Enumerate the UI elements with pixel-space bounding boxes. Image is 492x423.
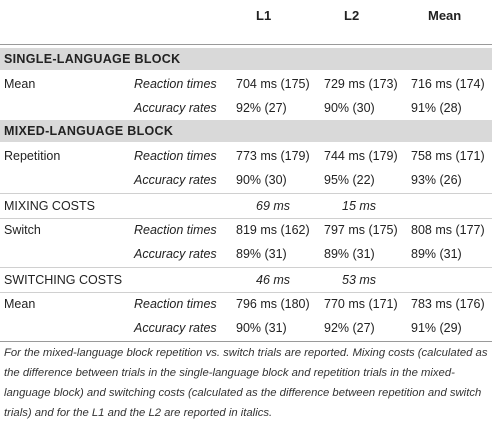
row-label: Mean [4, 77, 36, 91]
section-single-language [0, 48, 492, 70]
section-title: MIXED-LANGUAGE BLOCK [4, 124, 174, 138]
header-mean: Mean [428, 8, 462, 23]
row-label: MIXING COSTS [4, 199, 95, 213]
value-l2: 15 ms [342, 199, 377, 213]
value-l1: 796 ms (180) [236, 297, 310, 311]
value-l2: 90% (30) [324, 101, 375, 115]
value-mean: 91% (29) [411, 321, 462, 335]
table-bottom-rule [0, 341, 492, 342]
metric-label: Accuracy rates [134, 321, 217, 335]
value-l1: 90% (31) [236, 321, 287, 335]
value-l1: 819 ms (162) [236, 223, 310, 237]
value-mean: 716 ms (174) [411, 77, 485, 91]
value-mean: 91% (28) [411, 101, 462, 115]
value-l2: 729 ms (173) [324, 77, 398, 91]
metric-label: Accuracy rates [134, 101, 217, 115]
row-label: SWITCHING COSTS [4, 273, 123, 287]
value-l2: 744 ms (179) [324, 149, 398, 163]
value-l2: 95% (22) [324, 173, 375, 187]
value-l1: 46 ms [256, 273, 291, 287]
header-l1: L1 [256, 8, 272, 23]
value-l2: 770 ms (171) [324, 297, 398, 311]
metric-label: Accuracy rates [134, 173, 217, 187]
value-mean: 808 ms (177) [411, 223, 485, 237]
metric-label: Accuracy rates [134, 247, 217, 261]
header-l2: L2 [344, 8, 360, 23]
value-mean: 89% (31) [411, 247, 462, 261]
value-l1: 92% (27) [236, 101, 287, 115]
value-l2: 797 ms (175) [324, 223, 398, 237]
metric-label: Reaction times [134, 223, 217, 237]
value-mean: 783 ms (176) [411, 297, 485, 311]
row-label: Switch [4, 223, 41, 237]
value-l2: 92% (27) [324, 321, 375, 335]
value-l2: 53 ms [342, 273, 377, 287]
metric-label: Reaction times [134, 77, 217, 91]
section-title: SINGLE-LANGUAGE BLOCK [4, 52, 181, 66]
header-rule [0, 44, 492, 45]
value-l1: 69 ms [256, 199, 291, 213]
table-footnote: For the mixed-language block repetition vs. switch trials are reported. Mixing costs (calculated as the difference between trials in the single-language block and repetition trials in the mixed-language block) and switching costs (calculated as the difference between repetition and switch trials) and for the L1 and the L2 are reported in italics. [4, 347, 488, 419]
value-l2: 89% (31) [324, 247, 375, 261]
value-l1: 90% (30) [236, 173, 287, 187]
row-label: Mean [4, 297, 36, 311]
metric-label: Reaction times [134, 149, 217, 163]
value-l1: 704 ms (175) [236, 77, 310, 91]
metric-label: Reaction times [134, 297, 217, 311]
value-l1: 773 ms (179) [236, 149, 310, 163]
value-l1: 89% (31) [236, 247, 287, 261]
value-mean: 93% (26) [411, 173, 462, 187]
row-label: Repetition [4, 149, 61, 163]
section-mixed-language [0, 120, 492, 142]
value-mean: 758 ms (171) [411, 149, 485, 163]
